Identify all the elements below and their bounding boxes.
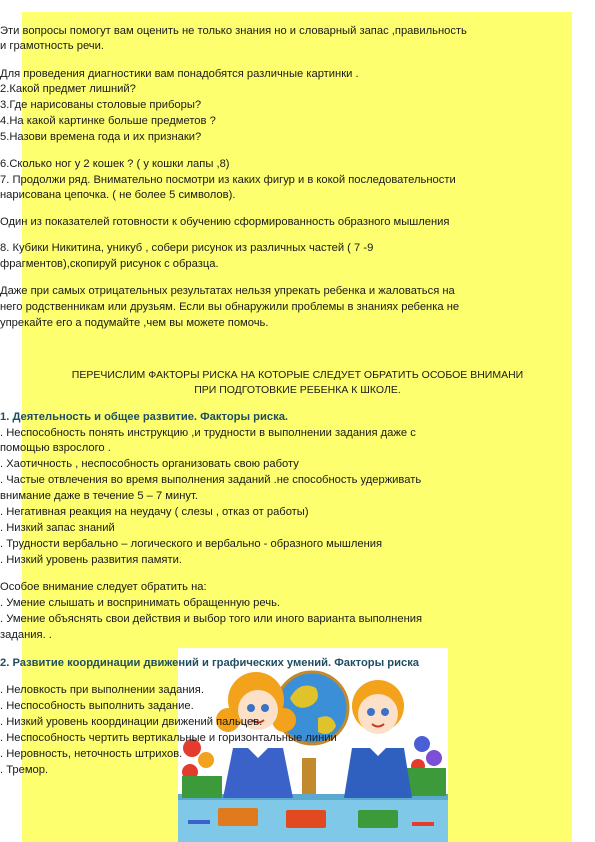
question-7-line-2: нарисована цепочка. ( не более 5 символов). — [0, 189, 236, 201]
section-1-item: . Низкий уровень развития памяти. — [0, 554, 182, 566]
question-2: 2.Какой предмет лишний? — [0, 83, 136, 95]
question-5: 5.Назови времена года и их признаки? — [0, 131, 202, 143]
question-8-line-2: фрагментов),скопируй рисунок с образца. — [0, 258, 219, 270]
section-1-item: внимание даже в течение 5 – 7 минут. — [0, 490, 199, 502]
attention-lead: Особое внимание следует обратить на: — [0, 581, 207, 593]
section-2-item: . Неспособность выполнить задание. — [0, 700, 194, 712]
section-2-title: 2. Развитие координации движений и графических умений. Факторы риска — [0, 657, 420, 669]
question-6: 6.Сколько ног у 2 кошек ? ( у кошки лапы ,8) — [0, 158, 230, 170]
section-1-item: . Негативная реакция на неудачу ( слезы , отказ от работы) — [0, 506, 309, 518]
intro-line-2: и грамотность речи. — [0, 40, 104, 52]
question-4: 4.На какой картинке больше предметов ? — [0, 115, 216, 127]
section-2-item: . Неровность, неточность штрихов. — [0, 748, 183, 760]
attention-item: . Умение объяснять свои действия и выбор того или иного варианта выполнения — [0, 613, 423, 625]
advice-line-2: него родственникам или друзьям. Если вы обнаружили проблемы в знаниях ребенка не — [0, 301, 460, 313]
section-1-item: . Неспособность понять инструкцию ,и трудности в выполнении задания даже с — [0, 427, 416, 439]
section-2-item: . Неловкость при выполнении задания. — [0, 684, 204, 696]
intro-line-1: Эти вопросы помогут вам оценить не только знания но и словарный запас ,правильность — [0, 25, 467, 37]
attention-item: задания. . — [0, 629, 52, 641]
risk-heading-line-2: ПРИ ПОДГОТОВКИЕ РЕБЕНКА К ШКОЛЕ. — [194, 384, 401, 396]
question-3: 3.Где нарисованы столовые приборы? — [0, 99, 202, 111]
question-7-line-1: 7. Продолжи ряд. Внимательно посмотри из каких фигур и в кокой последовательности — [0, 174, 456, 186]
question-8-line-1: 8. Кубики Никитина, уникуб , собери рисунок из различных частей ( 7 -9 — [0, 242, 374, 254]
section-2-item: . Низкий уровень координации движений пальцев. — [0, 716, 263, 728]
attention-item: . Умение слышать и воспринимать обращенную речь. — [0, 597, 281, 609]
advice-line-1: Даже при самых отрицательных результатах нельзя упрекать ребенка и жаловаться на — [0, 285, 455, 297]
risk-heading-line-1: ПЕРЕЧИСЛИМ ФАКТОРЫ РИСКА НА КОТОРЫЕ СЛЕДУЕТ ОБРАТИТЬ ОСОБОЕ ВНИМАНИ — [71, 369, 524, 381]
section-1-item: . Частые отвлечения во время выполнения заданий .не способность удерживать — [0, 474, 422, 486]
section-1-item: . Хаотичность , неспособность организовать свою работу — [0, 458, 299, 470]
section-2-item: . Неспособность чертить вертикальные и горизонтальные линии — [0, 732, 337, 744]
section-1-item: . Трудности вербально – логического и вербально - образного мышления — [0, 538, 383, 550]
section-2-item: . Тремор. — [0, 764, 49, 776]
section-1-title: 1. Деятельность и общее развитие. Факторы риска. — [0, 411, 289, 423]
advice-line-3: упрекайте его а подумайте ,чем вы можете помочь. — [0, 317, 269, 329]
section-1-item: . Низкий запас знаний — [0, 522, 115, 534]
readiness-text: Один из показателей готовности к обучению сформированность образного мышления — [0, 216, 450, 228]
section-1-item: помощью взрослого . — [0, 442, 111, 454]
diagnostics-lead: Для проведения диагностики вам понадобятся различные картинки . — [0, 68, 359, 80]
